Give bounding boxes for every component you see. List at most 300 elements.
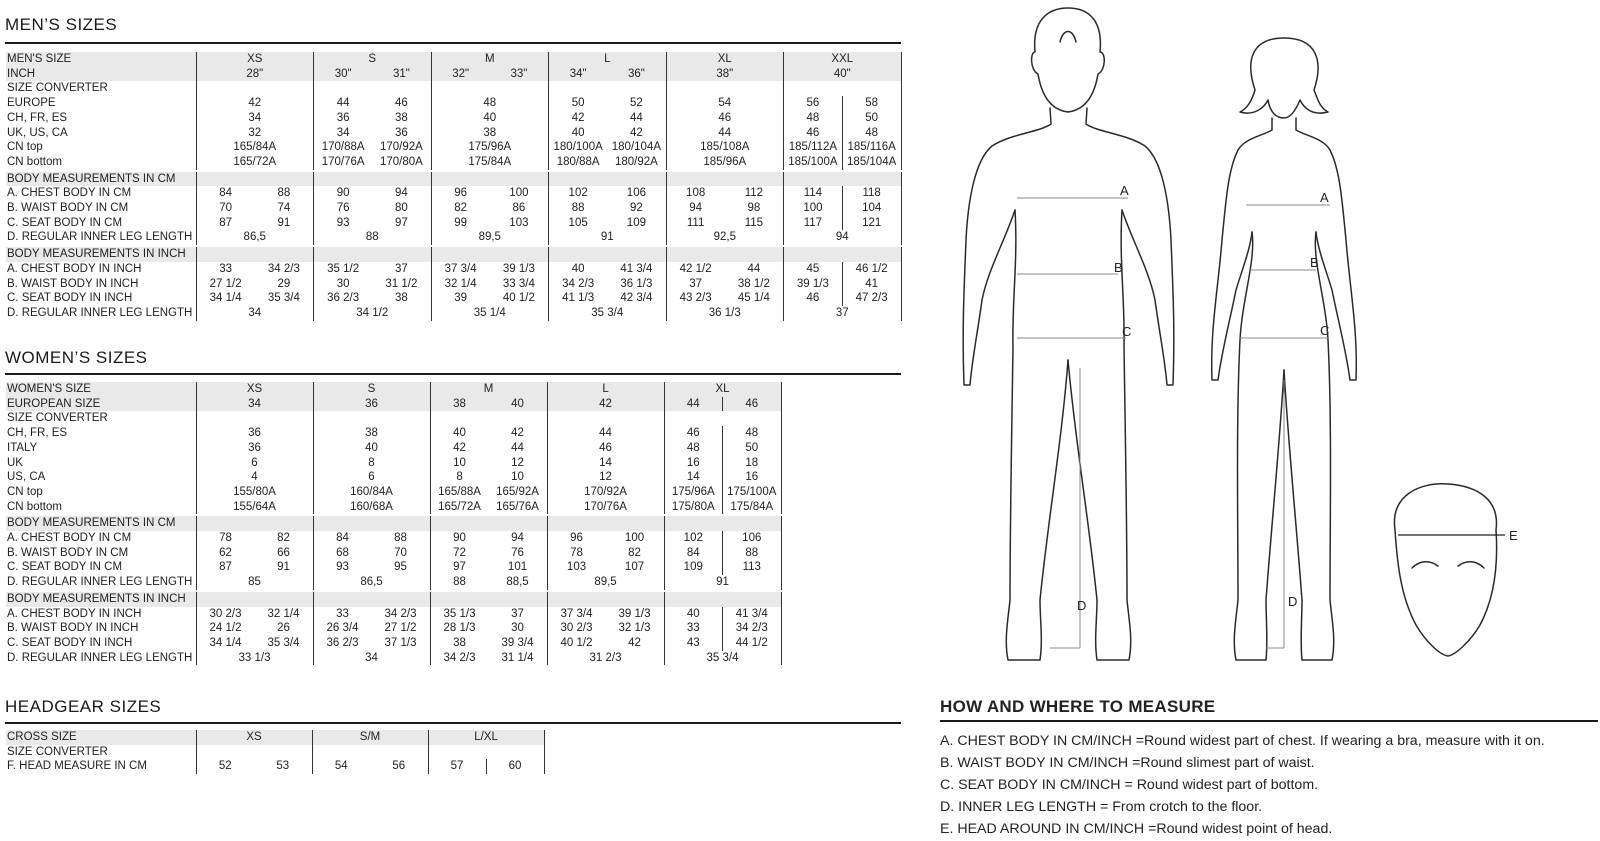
figure-label-B: B [1310, 255, 1319, 270]
table-cell: 31" [372, 67, 431, 82]
row-label: BODY MEASUREMENTS IN CM [6, 515, 196, 531]
table-cell: 34 2/3 [267, 262, 300, 275]
table-cell: 106 [723, 531, 782, 546]
table-row [6, 500, 781, 516]
row-label: SIZE CONVERTER [7, 82, 108, 95]
table-cell: 98 [747, 202, 761, 215]
table-row [6, 411, 781, 426]
table-cell: 44 1/2 [723, 636, 782, 651]
table-cell: XL [666, 52, 784, 67]
figure-label-A: A [1320, 190, 1329, 205]
table-cell [431, 171, 549, 187]
table-cell: XS [196, 382, 313, 397]
table-cell: 88 [549, 201, 608, 216]
table-cell: 44 [664, 397, 723, 412]
table-cell: 46 [664, 426, 723, 441]
table-cell: 112 [744, 187, 764, 200]
male-figure-illustration [963, 8, 1174, 660]
table-cell: 27 1/2 [384, 622, 417, 635]
row-label: D. REGULAR INNER LEG LENGTH [7, 306, 193, 319]
measure-instruction: A. CHEST BODY IN CM/INCH =Round widest part of chest. If wearing a bra, measure with it on. [940, 733, 1545, 749]
table-cell: 35 3/4 [664, 651, 781, 666]
table-cell: 36" [607, 67, 666, 82]
table-cell: 44 [547, 426, 664, 441]
row-label: BODY MEASUREMENTS IN CM [6, 171, 196, 187]
table-cell: 45 [784, 262, 843, 277]
table-cell: M [431, 52, 549, 67]
table-row [6, 96, 901, 111]
table-cell: 6 [196, 456, 313, 471]
table-cell: 52 [196, 759, 254, 774]
table-cell: 32 [196, 126, 314, 141]
table-cell [549, 81, 667, 96]
table-cell: 30 [511, 622, 524, 635]
table-cell: 170/76A [314, 155, 373, 171]
table-cell: 100 [624, 532, 645, 545]
table-cell [314, 246, 432, 262]
table-row [6, 382, 781, 397]
table-cell: 104 [842, 201, 901, 216]
table-cell: 52 [629, 97, 643, 110]
table-cell: 34 1/2 [314, 306, 432, 321]
table-cell: 94 [784, 230, 902, 246]
table-cell: 170/76A [547, 500, 664, 516]
table-cell: 40 [549, 262, 608, 277]
table-cell: 43 2/3 [666, 291, 725, 306]
row-label: MEN'S SIZE [6, 52, 196, 67]
table-cell: 42 3/4 [620, 292, 653, 305]
table-cell: 76 [314, 201, 373, 216]
mens-title-rule [5, 42, 901, 44]
table-cell: 50 [723, 441, 782, 456]
table-cell: 88 [723, 546, 782, 561]
table-cell [664, 515, 781, 531]
table-row [6, 441, 781, 456]
table-cell: 42 [511, 427, 524, 440]
table-cell: 6 [313, 470, 430, 485]
table-cell [666, 246, 784, 262]
table-cell: 102 [664, 531, 723, 546]
table-cell: 185/108A [666, 140, 784, 155]
table-cell: XS [196, 52, 314, 67]
table-cell: 96 [431, 186, 490, 201]
table-cell [196, 515, 313, 531]
table-cell: 42 [628, 636, 641, 649]
table-cell: 56 [392, 760, 406, 773]
table-cell: 42 [196, 96, 314, 111]
table-cell: 108 [666, 186, 725, 201]
table-cell: 40 [431, 111, 549, 126]
table-cell: 39 [431, 291, 490, 306]
table-cell [314, 81, 432, 96]
table-cell: 92,5 [666, 230, 784, 246]
table-cell: 38 [430, 636, 489, 651]
table-cell: 66 [277, 546, 290, 559]
table-cell: 38 [394, 292, 408, 305]
table-cell: 88 [314, 230, 432, 246]
table-cell [784, 246, 902, 262]
table-cell: 175/96A [431, 140, 549, 155]
table-cell: 41 3/4 [723, 607, 782, 622]
table-cell: 42 [547, 397, 664, 412]
table-cell: 90 [430, 531, 489, 546]
table-row [6, 397, 781, 412]
table-cell: 180/88A [549, 155, 608, 171]
table-row [6, 531, 781, 546]
row-label: CN bottom [7, 500, 62, 513]
table-cell: 34 [196, 306, 314, 321]
row-label: US, CA [7, 471, 46, 484]
table-cell: 12 [511, 456, 524, 469]
table-cell: 54 [312, 759, 370, 774]
table-cell: 18 [723, 456, 782, 471]
table-row [6, 216, 901, 231]
table-row [6, 81, 901, 96]
how-to-measure-title: HOW AND WHERE TO MEASURE [940, 697, 1216, 716]
figure-label-C: C [1320, 323, 1330, 338]
table-cell: 37 [784, 306, 902, 321]
row-label: C. SEAT BODY IN CM [7, 561, 123, 574]
table-row [6, 515, 781, 531]
table-cell: 78 [547, 546, 606, 561]
table-cell: 44 [747, 262, 761, 275]
table-cell: 40 1/2 [502, 292, 535, 305]
table-cell: 35 3/4 [267, 636, 300, 649]
table-row [6, 171, 901, 187]
table-cell: 29 [277, 277, 291, 290]
table-cell: 36 [196, 426, 313, 441]
table-cell: 86 [512, 202, 526, 215]
table-cell: 155/80A [196, 485, 313, 500]
womens-sizes-title: WOMEN’S SIZES [5, 348, 148, 367]
table-cell: 38 [394, 111, 408, 124]
measure-instruction: B. WAIST BODY IN CM/INCH =Round slimest part of waist. [940, 755, 1315, 771]
table-cell: 114 [784, 186, 843, 201]
table-cell: 107 [624, 561, 645, 574]
table-cell: 48 [431, 96, 549, 111]
table-cell: 103 [509, 216, 529, 229]
table-cell: 31 1/4 [501, 651, 534, 664]
table-cell: 117 [784, 216, 843, 231]
table-row [6, 262, 901, 277]
table-cell: 91 [664, 575, 781, 591]
table-cell: XS [196, 730, 312, 745]
table-cell: 93 [313, 560, 372, 575]
table-cell: 93 [314, 216, 373, 231]
table-cell [430, 411, 547, 426]
table-cell: 27 1/2 [196, 277, 255, 292]
table-cell: 40 [313, 441, 430, 456]
how-to-measure-list [940, 730, 1545, 840]
table-cell: S/M [312, 730, 428, 745]
table-cell: 85 [196, 575, 313, 591]
table-cell: 94 [666, 201, 725, 216]
table-row [6, 607, 781, 622]
table-cell: 47 2/3 [842, 291, 901, 306]
table-cell: 91 [277, 561, 290, 574]
table-cell: 56 [784, 96, 843, 111]
table-cell: 32 1/4 [431, 277, 490, 292]
table-cell: 48 [664, 441, 723, 456]
table-row [6, 306, 901, 321]
table-row [6, 759, 544, 774]
table-cell: 24 1/2 [196, 621, 255, 636]
row-label: UK, US, CA [7, 126, 68, 139]
table-cell: 111 [666, 216, 725, 231]
table-row [6, 201, 901, 216]
measure-instruction: E. HEAD AROUND IN CM/INCH =Round widest point of head. [940, 821, 1333, 837]
table-cell: 36 1/3 [620, 277, 653, 290]
row-label: D. REGULAR INNER LEG LENGTH [7, 231, 193, 244]
headgear-title-rule [5, 722, 901, 724]
table-cell: 113 [723, 560, 782, 575]
figure-label-C: C [1122, 324, 1132, 339]
table-cell: 32 1/3 [618, 622, 651, 635]
table-cell: 88,5 [506, 576, 529, 589]
row-label: CH, FR, ES [7, 111, 68, 124]
table-cell: 33 1/3 [196, 651, 313, 666]
table-cell: 10 [430, 456, 489, 471]
table-cell: 68 [313, 546, 372, 561]
row-label: C. SEAT BODY IN INCH [7, 292, 133, 305]
table-cell: 180/104A [611, 141, 662, 154]
table-cell [547, 411, 664, 426]
table-cell: 46 [784, 126, 843, 141]
row-label: INCH [6, 67, 196, 82]
table-cell [313, 591, 430, 607]
table-cell: 62 [196, 546, 255, 561]
table-cell: 90 [314, 186, 373, 201]
table-cell: 14 [547, 456, 664, 471]
figure-label-B: B [1114, 260, 1123, 275]
table-cell: 89,5 [547, 575, 664, 591]
table-cell: 40 1/2 [547, 636, 606, 651]
table-cell: 28 1/3 [430, 621, 489, 636]
figure-label-E: E [1509, 528, 1518, 543]
table-cell: 82 [628, 546, 641, 559]
table-row [6, 111, 901, 126]
row-label: C. SEAT BODY IN CM [7, 216, 123, 229]
table-cell: 40" [784, 67, 902, 82]
table-cell: 175/80A [664, 500, 723, 516]
table-cell: 26 3/4 [313, 621, 372, 636]
table-cell: XXL [784, 52, 902, 67]
table-cell: 33 [313, 607, 372, 622]
table-cell: 46 1/2 [842, 262, 901, 277]
row-label: B. WAIST BODY IN INCH [7, 622, 139, 635]
table-cell: 50 [842, 111, 901, 126]
measure-instruction: D. INNER LEG LENGTH = From crotch to the floor. [940, 799, 1263, 815]
table-cell: 12 [547, 470, 664, 485]
table-cell: 170/92A [547, 485, 664, 500]
table-cell: M [430, 382, 547, 397]
table-cell: 39 1/3 [784, 277, 843, 292]
table-cell: 46 [394, 97, 408, 110]
table-cell: 35 1/2 [314, 262, 373, 277]
row-label: SIZE CONVERTER [7, 412, 108, 425]
table-cell [547, 591, 664, 607]
table-cell: 48 [784, 111, 843, 126]
table-cell: 185/112A [784, 140, 843, 155]
table-cell: 84 [313, 531, 372, 546]
table-cell: 33 [664, 621, 723, 636]
table-cell: 38 [430, 397, 489, 412]
table-cell: 72 [430, 546, 489, 561]
table-cell: 36 [394, 126, 408, 139]
table-cell: 34 2/3 [723, 621, 782, 636]
table-cell: 35 3/4 [267, 292, 300, 305]
row-label: D. REGULAR INNER LEG LENGTH [7, 651, 193, 664]
table-cell: 34 1/4 [196, 291, 255, 306]
table-cell: 160/68A [313, 500, 430, 516]
table-cell [196, 171, 314, 187]
table-row [6, 155, 901, 171]
table-cell: 34 [314, 126, 373, 141]
table-row [6, 745, 544, 760]
table-cell: 165/72A [196, 155, 314, 171]
table-cell: 40 [664, 607, 723, 622]
row-label: CN top [7, 141, 43, 154]
table-cell [196, 246, 314, 262]
table-row [6, 546, 781, 561]
table-cell [784, 81, 902, 96]
table-cell: 97 [430, 560, 489, 575]
table-row [6, 470, 781, 485]
table-cell [664, 411, 781, 426]
table-cell: 14 [664, 470, 723, 485]
table-cell: 175/84A [723, 500, 782, 516]
table-cell: 165/72A [430, 500, 489, 516]
table-cell: 70 [196, 201, 255, 216]
table-row [6, 560, 781, 575]
table-cell: 88 [430, 575, 489, 591]
figure-label-D: D [1288, 594, 1298, 609]
row-label: CROSS SIZE [6, 730, 196, 745]
table-row [6, 277, 901, 292]
table-cell: 165/76A [496, 500, 539, 513]
table-cell: 82 [431, 201, 490, 216]
table-cell [196, 745, 312, 760]
table-cell [313, 515, 430, 531]
table-row [6, 426, 781, 441]
table-cell: 58 [842, 96, 901, 111]
table-cell: 101 [507, 561, 528, 574]
row-label: B. WAIST BODY IN INCH [7, 277, 139, 290]
table-cell: 89,5 [431, 230, 549, 246]
table-cell: 50 [549, 96, 608, 111]
table-cell: 46 [784, 291, 843, 306]
head-illustration [1394, 484, 1496, 656]
table-cell: 36 [313, 397, 430, 412]
table-cell: 109 [626, 216, 646, 229]
table-cell: 16 [664, 456, 723, 471]
row-label: EUROPEAN SIZE [6, 397, 196, 412]
table-cell: 42 [430, 441, 489, 456]
row-label: A. CHEST BODY IN INCH [7, 607, 142, 620]
table-cell: 31 2/3 [547, 651, 664, 666]
table-cell: 92 [629, 202, 643, 215]
table-cell: 44 [629, 111, 643, 124]
table-cell: 95 [394, 561, 407, 574]
table-cell: S [313, 382, 430, 397]
table-cell: 44 [314, 96, 373, 111]
table-cell: 46 [666, 111, 784, 126]
table-cell: 185/104A [842, 155, 901, 171]
table-cell: 34 [313, 651, 430, 666]
table-cell: 42 1/2 [666, 262, 725, 277]
table-cell: 94 [394, 187, 408, 200]
table-cell: 185/96A [666, 155, 784, 171]
table-cell: 165/84A [196, 140, 314, 155]
table-cell: 39 1/3 [618, 607, 651, 620]
table-cell [196, 81, 314, 96]
table-cell: 185/116A [842, 140, 901, 155]
row-label: CN top [7, 485, 43, 498]
table-cell: 82 [277, 532, 290, 545]
table-cell: 41 [842, 277, 901, 292]
table-cell: 106 [626, 187, 646, 200]
table-cell: 30 2/3 [196, 607, 255, 622]
how-to-measure-rule [940, 720, 1598, 722]
table-cell: 102 [549, 186, 608, 201]
table-cell: 180/92A [614, 155, 658, 168]
table-cell [549, 171, 667, 187]
table-cell: 40 [430, 426, 489, 441]
table-cell [784, 171, 902, 187]
table-cell: XL [664, 382, 781, 397]
table-cell: 41 1/3 [549, 291, 608, 306]
table-cell: 35 1/3 [430, 607, 489, 622]
womens-size-table [6, 382, 782, 665]
table-cell: 8 [313, 456, 430, 471]
table-cell: 170/80A [379, 155, 423, 168]
table-row [6, 140, 901, 155]
row-label: UK [7, 456, 23, 469]
table-row [6, 730, 544, 745]
table-cell [666, 81, 784, 96]
table-cell: 38 [313, 426, 430, 441]
table-cell: 34 2/3 [430, 651, 489, 666]
table-cell: 155/64A [196, 500, 313, 516]
table-row [6, 186, 901, 201]
table-cell: 36 1/3 [666, 306, 784, 321]
table-cell [431, 246, 549, 262]
table-cell: 39 1/3 [502, 262, 535, 275]
table-cell: 170/92A [379, 141, 423, 154]
table-cell: 87 [196, 560, 255, 575]
table-cell: 46 [547, 441, 664, 456]
table-cell: 34 [196, 397, 313, 412]
row-label: BODY MEASUREMENTS IN INCH [6, 591, 196, 607]
table-cell: 70 [394, 546, 407, 559]
table-cell: 87 [196, 216, 255, 231]
table-cell: 30 [314, 277, 373, 292]
table-cell: 78 [196, 531, 255, 546]
table-cell: 42 [549, 111, 608, 126]
row-label: A. CHEST BODY IN CM [7, 532, 132, 545]
womens-title-rule [5, 373, 901, 375]
table-cell: 74 [277, 202, 291, 215]
table-cell: 84 [196, 186, 255, 201]
table-cell: 88 [394, 532, 407, 545]
table-cell: 100 [509, 187, 529, 200]
table-cell: L/XL [428, 730, 544, 745]
table-cell: S [314, 52, 432, 67]
table-cell: 30 2/3 [547, 621, 606, 636]
table-cell: 160/84A [313, 485, 430, 500]
table-cell [430, 515, 547, 531]
table-cell [313, 411, 430, 426]
